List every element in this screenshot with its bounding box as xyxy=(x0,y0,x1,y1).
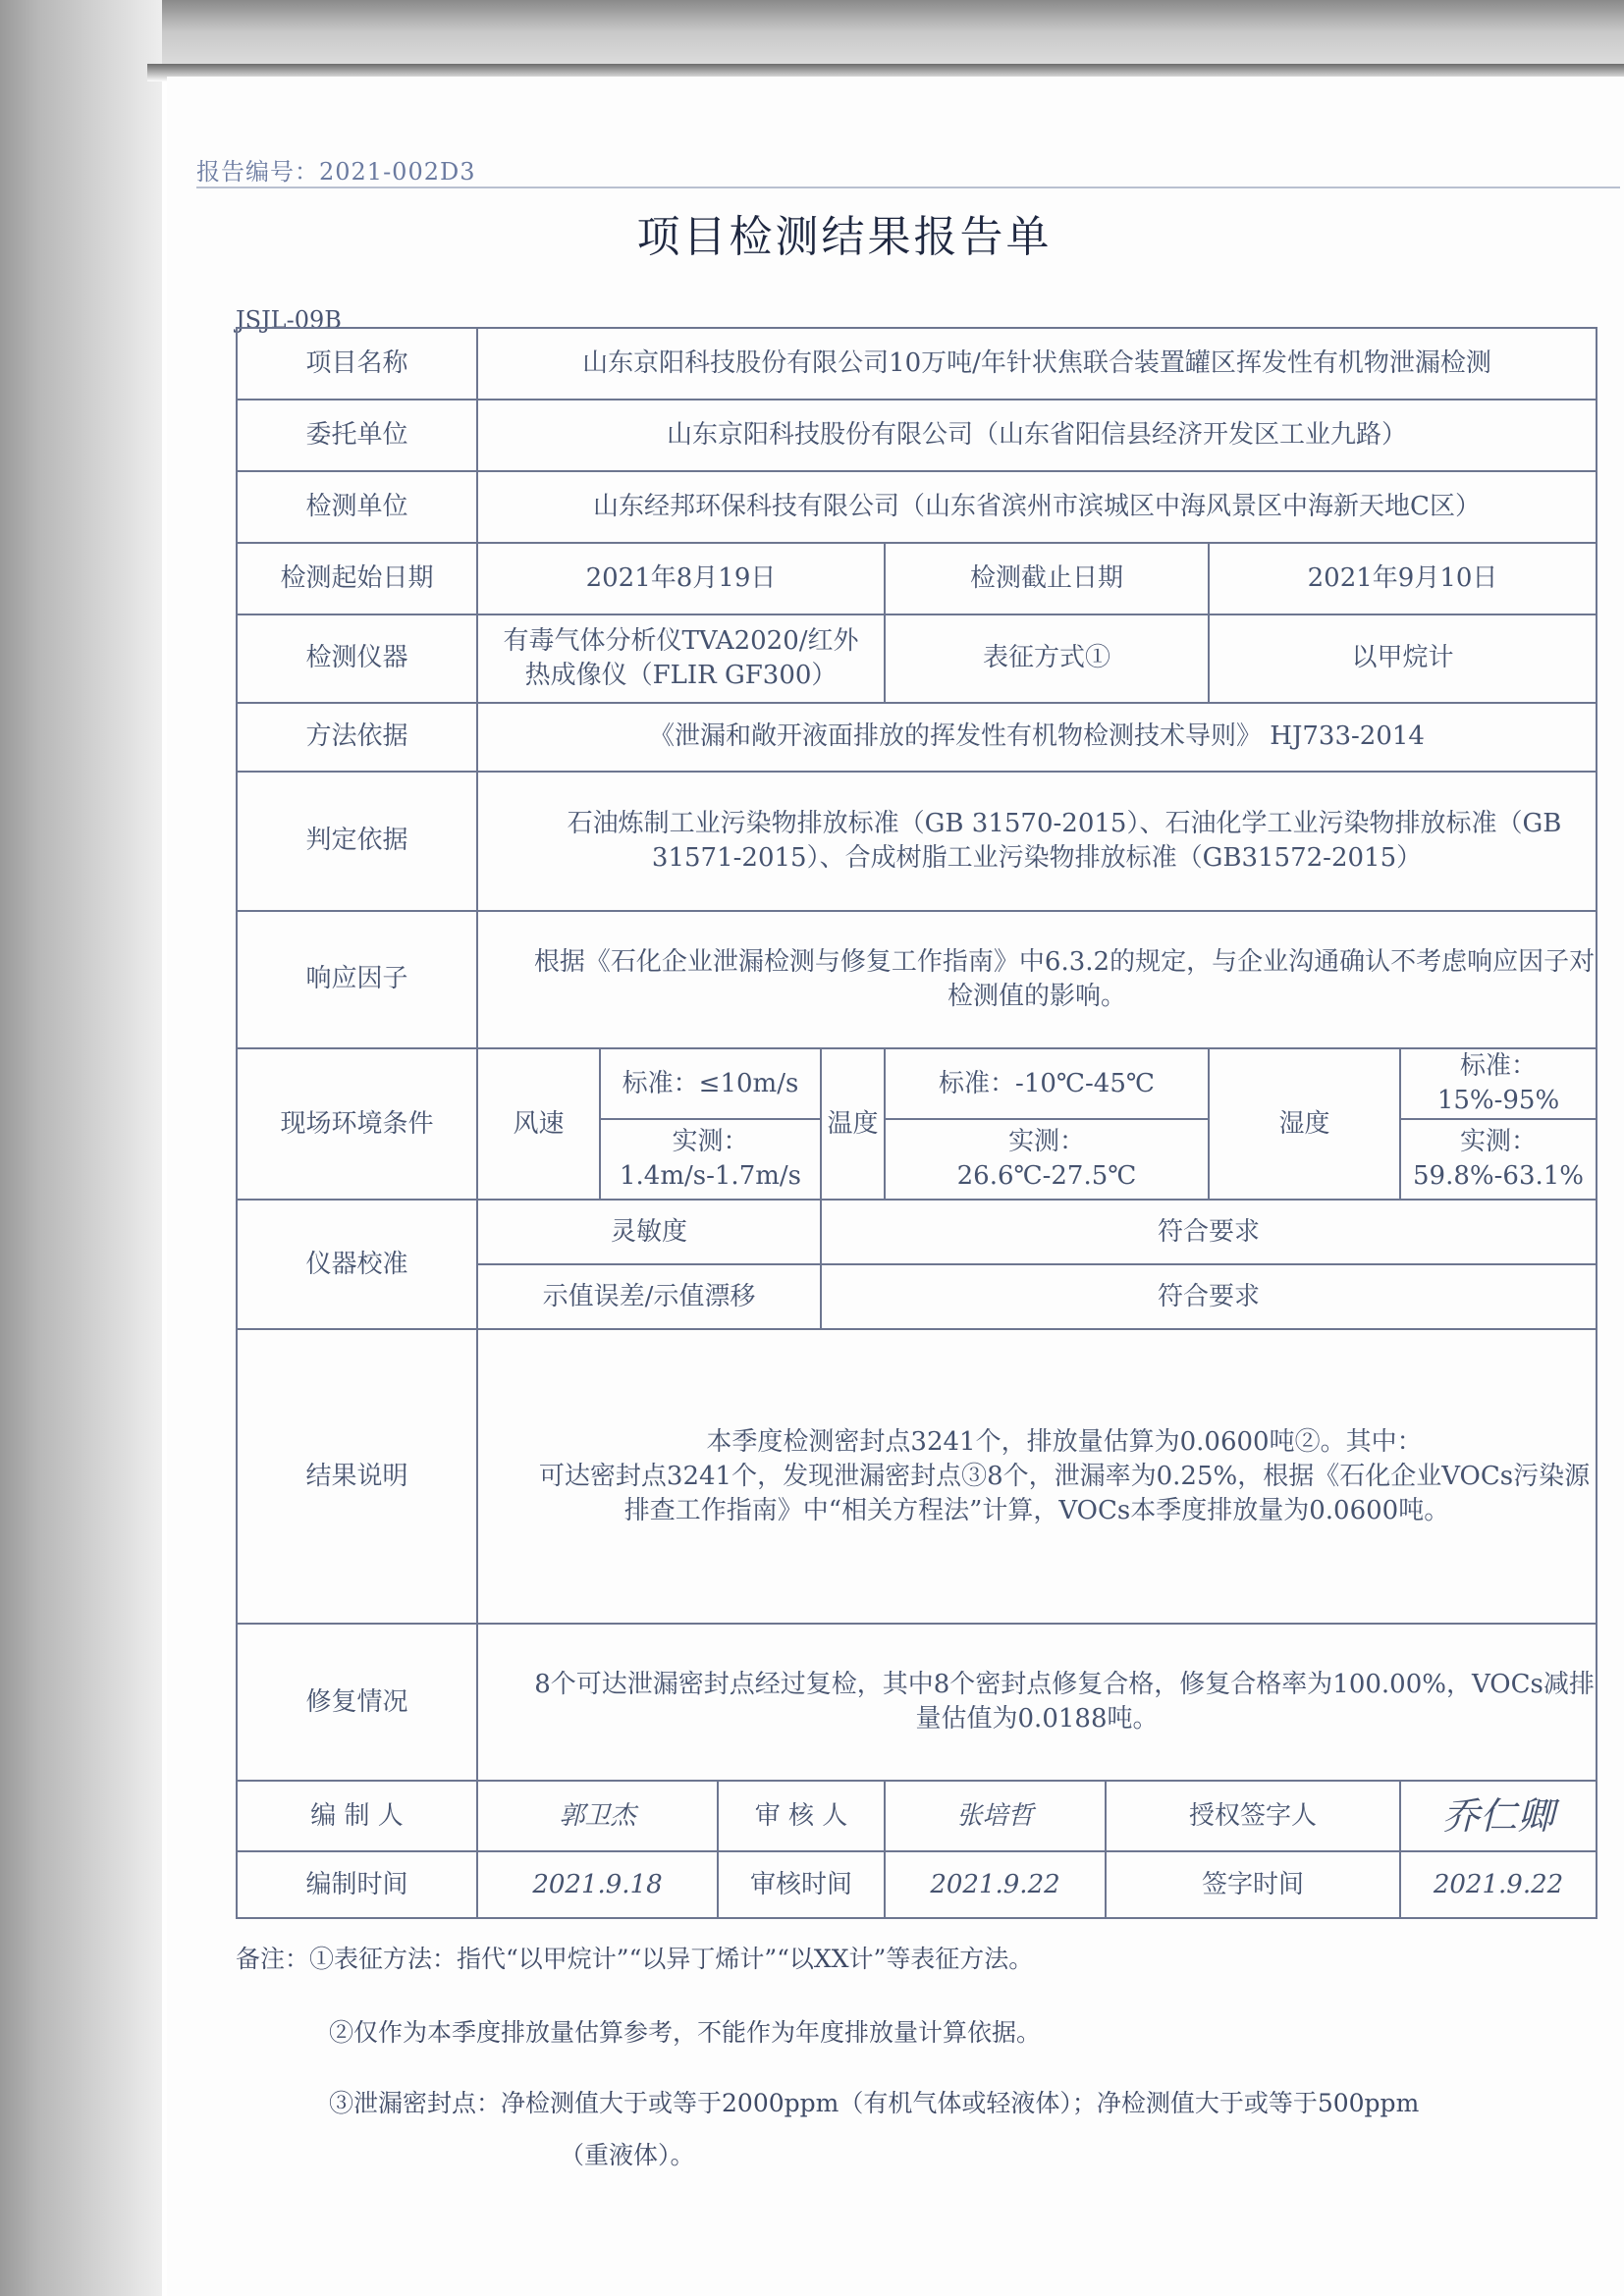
instrument-value-line2: 热成像仪（FLIR GF300） xyxy=(524,661,838,690)
criteria-text: 石油炼制工业污染物排放标准（GB 31570-2015）、石油化学工业污染物排放标准（GB 31571-2015）、合成树脂工业污染物排放标准（GB31572-2015） xyxy=(567,808,1562,873)
inspector-label: 检测单位 xyxy=(237,471,477,543)
calibration-label: 仪器校准 xyxy=(237,1200,477,1329)
repair-value xyxy=(477,1624,1597,1781)
sensitivity-value: 符合要求 xyxy=(821,1200,1597,1264)
response-label: 响应因子 xyxy=(237,911,477,1048)
response-text: 根据《石化企业泄漏检测与修复工作指南》中6.3.2的规定，与企业沟通确认不考虑响应因子对检测值的影响。 xyxy=(533,946,1596,1011)
note-2: ②仅作为本季度排放量估算参考，不能作为年度排放量计算依据。 xyxy=(329,2018,1042,2047)
row-criteria xyxy=(237,772,1597,911)
error-drift-label: 示值误差/示值漂移 xyxy=(477,1264,821,1329)
row-inspector xyxy=(237,471,1597,543)
scan-border-left xyxy=(0,0,162,2296)
client-value: 山东京阳科技股份有限公司（山东省阳信县经济开发区工业九路） xyxy=(477,400,1597,471)
start-date-value: 2021年8月19日 xyxy=(477,543,885,614)
compiler-signature: 郭卫杰 xyxy=(477,1781,718,1851)
method-value: 《泄漏和敞开液面排放的挥发性有机物检测技术导则》 HJ733-2014 xyxy=(477,703,1597,772)
review-time-label: 审核时间 xyxy=(718,1851,885,1918)
wind-standard: 标准：≤10m/s xyxy=(600,1048,821,1119)
note-3-continued: （重液体）。 xyxy=(560,2141,695,2169)
review-time-value: 2021.9.22 xyxy=(885,1851,1106,1918)
wind-label: 风速 xyxy=(477,1048,600,1200)
sensitivity-label: 灵敏度 xyxy=(477,1200,821,1264)
instrument-label: 检测仪器 xyxy=(237,614,477,703)
row-client xyxy=(237,400,1597,471)
result-paragraph-2 xyxy=(478,1460,1596,1528)
end-date-value: 2021年9月10日 xyxy=(1209,543,1597,614)
client-label: 委托单位 xyxy=(237,400,477,471)
document-code: JSJL-09B xyxy=(236,306,342,334)
authorizer-signature: 乔仁卿 xyxy=(1400,1781,1597,1851)
header-rule xyxy=(196,187,1620,188)
result-text-1: 本季度检测密封点3241个，排放量估算为0.0600吨②。其中： xyxy=(706,1426,1423,1457)
start-date-label: 检测起始日期 xyxy=(237,543,477,614)
repair-text: 8个可达泄漏密封点经过复检，其中8个密封点修复合格，修复合格率为100.00%，VOCs减排量估值为0.0188吨。 xyxy=(534,1670,1595,1735)
compile-time-label: 编制时间 xyxy=(237,1851,477,1918)
result-value xyxy=(477,1329,1597,1624)
note-3: ③泄漏密封点：净检测值大于或等于2000ppm（有机气体或轻液体）；净检测值大于或等于500ppm xyxy=(329,2089,1420,2117)
reviewer-signature: 张培哲 xyxy=(885,1781,1106,1851)
characterization-value: 以甲烷计 xyxy=(1209,614,1597,703)
humidity-label: 湿度 xyxy=(1209,1048,1400,1200)
criteria-label: 判定依据 xyxy=(237,772,477,911)
repair-label: 修复情况 xyxy=(237,1624,477,1781)
temperature-actual-label: 实测： xyxy=(1007,1127,1085,1157)
end-date-label: 检测截止日期 xyxy=(885,543,1209,614)
wind-actual-value: 1.4m/s-1.7m/s xyxy=(620,1161,801,1192)
report-table xyxy=(236,327,1597,1919)
row-dates xyxy=(237,543,1597,614)
humidity-standard: 标准：15%-95% xyxy=(1400,1048,1597,1119)
error-drift-value: 符合要求 xyxy=(821,1264,1597,1329)
wind-actual xyxy=(600,1119,821,1200)
note-1: 备注：①表征方法：指代“以甲烷计”“以异丁烯计”“以XX计”等表征方法。 xyxy=(236,1945,1034,1973)
temperature-standard: 标准：-10℃-45℃ xyxy=(885,1048,1209,1119)
row-environment-standard xyxy=(237,1048,1597,1119)
temperature-label: 温度 xyxy=(821,1048,885,1200)
row-sign-dates xyxy=(237,1851,1597,1918)
report-number: 报告编号：2021-002D3 xyxy=(196,158,476,186)
method-label: 方法依据 xyxy=(237,703,477,772)
instrument-value-line1: 有毒气体分析仪TVA2020/红外 xyxy=(503,625,859,656)
humidity-actual xyxy=(1400,1119,1597,1200)
row-result xyxy=(237,1329,1597,1624)
result-text-2: 可达密封点3241个，发现泄漏密封点③8个，泄漏率为0.25%，根据《石化企业VOCs污染源排查工作指南》中“相关方程法”计算，VOCs本季度排放量为0.0600吨。 xyxy=(538,1461,1591,1525)
report-title: 项目检测结果报告单 xyxy=(636,212,1053,262)
compiler-label: 编 制 人 xyxy=(237,1781,477,1851)
compile-time-value: 2021.9.18 xyxy=(477,1851,718,1918)
row-method xyxy=(237,703,1597,772)
sign-time-value: 2021.9.22 xyxy=(1400,1851,1597,1918)
inspector-value: 山东经邦环保科技有限公司（山东省滨州市滨城区中海风景区中海新天地C区） xyxy=(477,471,1597,543)
temperature-actual-value: 26.6℃-27.5℃ xyxy=(956,1161,1137,1192)
result-label: 结果说明 xyxy=(237,1329,477,1624)
humidity-actual-label: 实测： xyxy=(1460,1127,1538,1157)
humidity-actual-value: 59.8%-63.1% xyxy=(1413,1161,1584,1192)
environment-label: 现场环境条件 xyxy=(237,1048,477,1200)
row-instrument xyxy=(237,614,1597,703)
sign-time-label: 签字时间 xyxy=(1106,1851,1400,1918)
project-value: 山东京阳科技股份有限公司10万吨/年针状焦联合装置罐区挥发性有机物泄漏检测 xyxy=(477,328,1597,400)
wind-actual-label: 实测： xyxy=(672,1127,749,1157)
row-response xyxy=(237,911,1597,1048)
instrument-value xyxy=(477,614,885,703)
reviewer-label: 审 核 人 xyxy=(718,1781,885,1851)
row-repair xyxy=(237,1624,1597,1781)
criteria-value xyxy=(477,772,1597,911)
response-value xyxy=(477,911,1597,1048)
result-paragraph-1 xyxy=(478,1425,1596,1460)
authorizer-label: 授权签字人 xyxy=(1106,1781,1400,1851)
temperature-actual xyxy=(885,1119,1209,1200)
characterization-label: 表征方式① xyxy=(885,614,1209,703)
row-calibration-sensitivity xyxy=(237,1200,1597,1264)
row-signatures xyxy=(237,1781,1597,1851)
project-label: 项目名称 xyxy=(237,328,477,400)
row-project xyxy=(237,328,1597,400)
